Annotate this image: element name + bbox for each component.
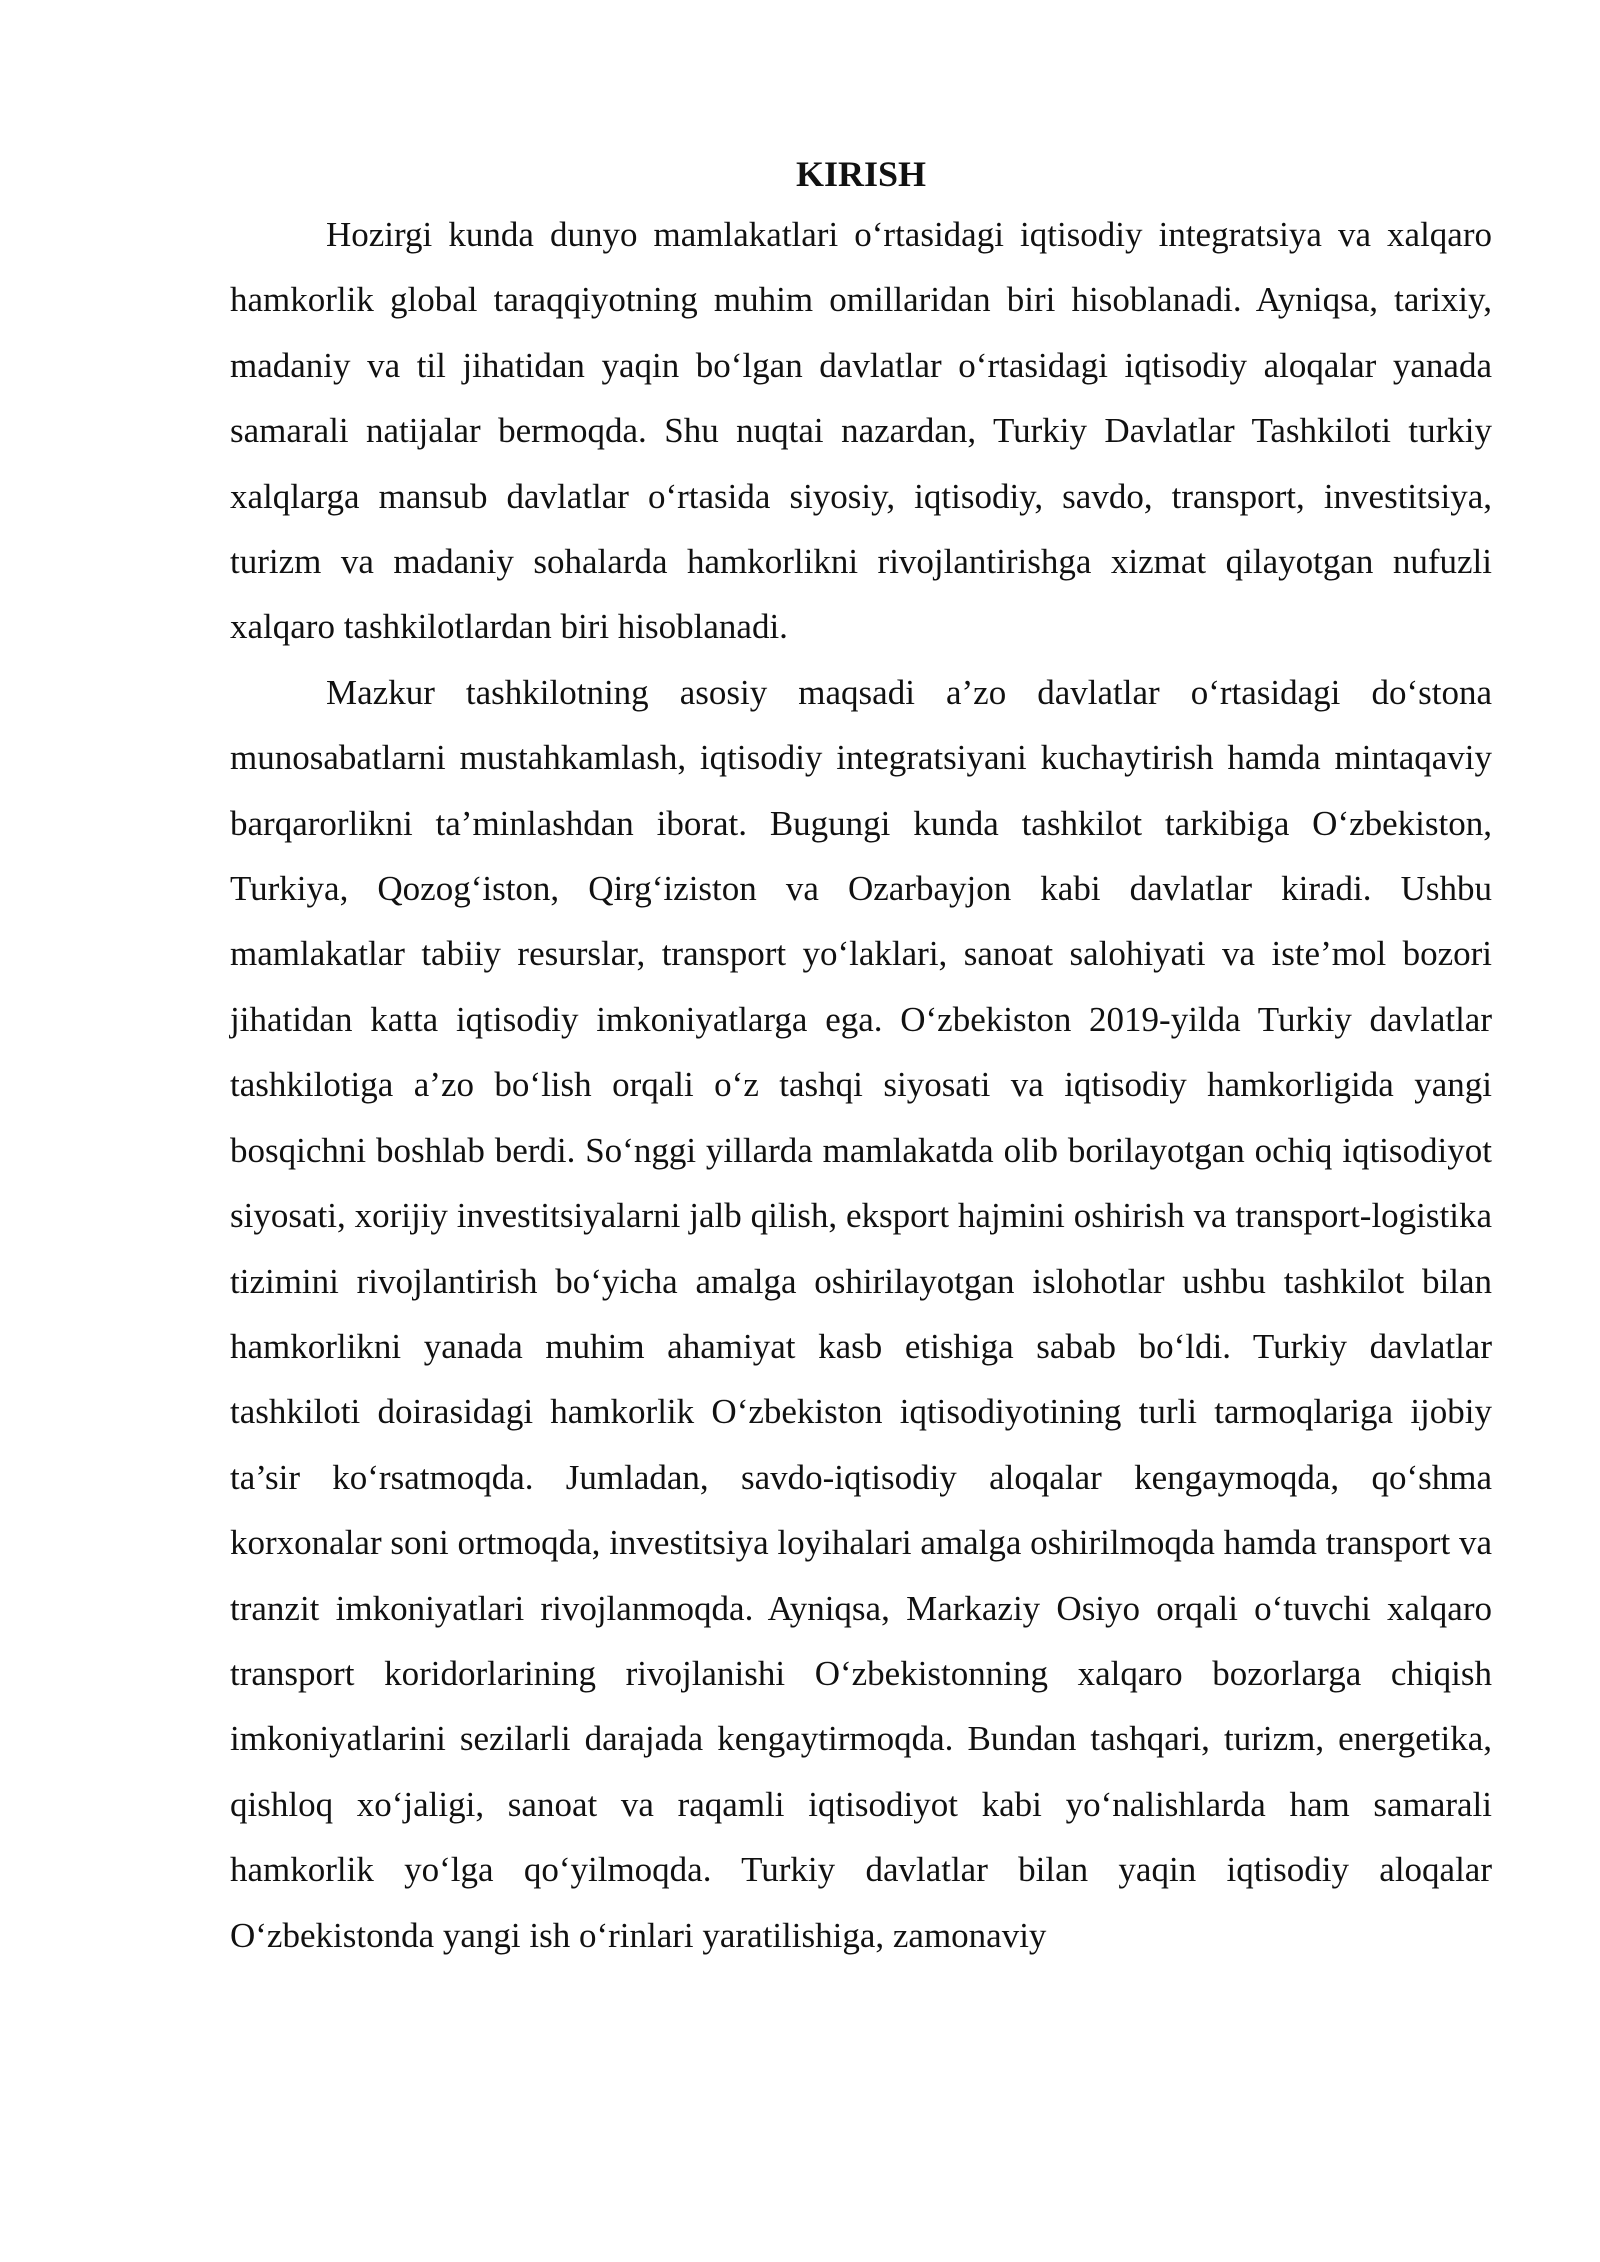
section-heading: KIRISH bbox=[795, 154, 927, 194]
document-page bbox=[230, 150, 1492, 1968]
paragraph-organization: Mazkur tashkilotning asosiy maqsadi a’zo davlatlar o‘rtasidagi do‘stona munosabatlarni mustahkamlash, iqtisodiy integratsiyani kuchaytirish hamda mintaqaviy barqarorlikni ta’minlashdan iborat. Bugungi kunda tashkilot tarkibiga O‘zbekiston, Turkiya, Qozog‘iston, Qirg‘iziston va Ozarbayjon kabi davlatlar kiradi. Ushbu mamlakatlar tabiiy resurslar, transport yo‘laklari, sanoat salohiyati va iste’mol bozori jihatidan katta iqtisodiy imkoniyatlarga ega. O‘zbekiston 2019-yilda Turkiy davlatlar tashkilotiga a’zo bo‘lish orqali o‘z tashqi siyosati va iqtisodiy hamkorligida yangi bosqichni boshlab berdi. So‘nggi yillarda mamlakatda olib borilayotgan ochiq iqtisodiyot siyosati, xorijiy investitsiyalarni jalb qilish, eksport hajmini oshirish va transport-logistika tizimini rivojlantirish bo‘yicha amalga oshirilayotgan islohotlar ushbu tashkilot bilan hamkorlikni yanada muhim ahamiyat kasb etishiga sabab bo‘ldi. Turkiy davlatlar tashkiloti doirasidagi hamkorlik O‘zbekiston iqtisodiyotining turli tarmoqlariga ijobiy ta’sir ko‘rsatmoqda. Jumladan, savdo-iqtisodiy aloqalar kengaymoqda, qo‘shma korxonalar soni ortmoqda, investitsiya loyihalari amalga oshirilmoqda hamda transport va tranzit imkoniyatlari rivojlanmoqda. Ayniqsa, Markaziy Osiyo orqali o‘tuvchi xalqaro transport koridorlarining rivojlanishi O‘zbekistonning xalqaro bozorlarga chiqish imkoniyatlarini sezilarli darajada kengaytirmoqda. Bundan tashqari, turizm, energetika, qishloq xo‘jaligi, sanoat va raqamli iqtisodiyot kabi yo‘nalishlarda ham samarali hamkorlik yo‘lga qo‘yilmoqda. Turkiy davlatlar bilan yaqin iqtisodiy aloqalar O‘zbekistonda yangi ish o‘rinlari yaratilishiga, zamonaviy bbox=[230, 672, 1492, 1955]
paragraph-intro: Hozirgi kunda dunyo mamlakatlari o‘rtasidagi iqtisodiy integratsiya va xalqaro hamkorlik global taraqqiyotning muhim omillaridan biri hisoblanadi. Ayniqsa, tarixiy, madaniy va til jihatidan yaqin bo‘lgan davlatlar o‘rtasidagi iqtisodiy aloqalar yanada samarali natijalar bermoqda. Shu nuqtai nazardan, Turkiy Davlatlar Tashkiloti turkiy xalqlarga mansub davlatlar o‘rtasida siyosiy, iqtisodiy, savdo, transport, investitsiya, turizm va madaniy sohalarda hamkorlikni rivojlantirishga xizmat qilayotgan nufuzli xalqaro tashkilotlardan biri hisoblanadi. bbox=[230, 215, 1492, 647]
